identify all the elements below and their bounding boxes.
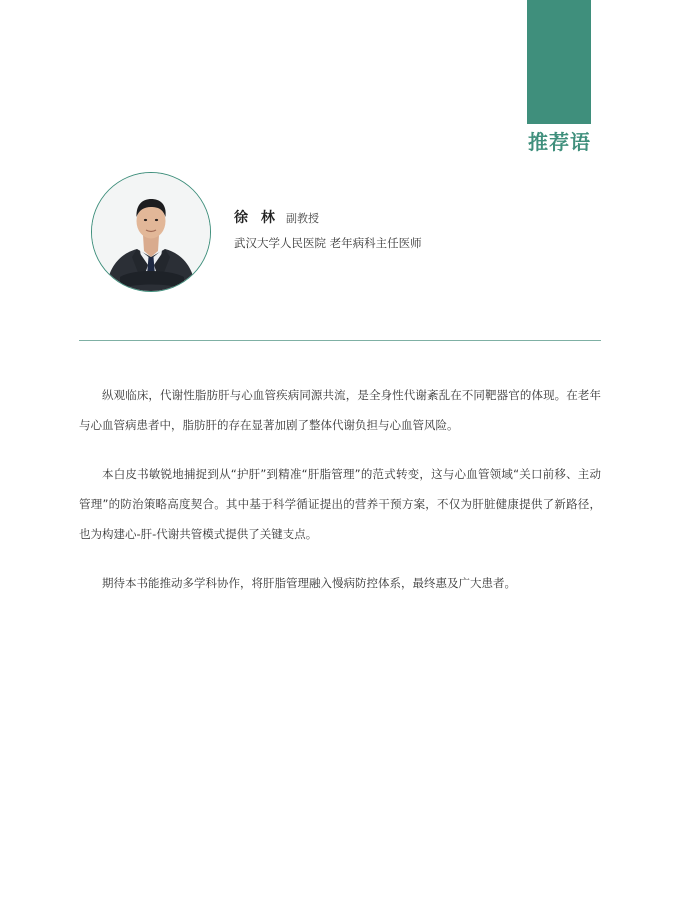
section-divider bbox=[79, 340, 601, 341]
paragraph: 本白皮书敏锐地捕捉到从“护肝”到精准“肝脂管理”的范式转变，这与心血管领域“关口前移、主动管理”的防治策略高度契合。其中基于科学循证提出的营养干预方案，不仅为肝脏健康提供了新路径，也为构建心-肝-代谢共管模式提供了关键支点。 bbox=[79, 467, 601, 541]
portrait-icon bbox=[92, 173, 210, 291]
paragraph: 纵观临床，代谢性脂肪肝与心血管疾病同源共流，是全身性代谢紊乱在不同靶器官的体现。在老年与心血管病患者中，脂肪肝的存在显著加剧了整体代谢负担与心血管风险。 bbox=[79, 388, 601, 432]
author-title: 副教授 bbox=[286, 212, 319, 225]
author-photo bbox=[91, 172, 211, 292]
header-accent-bar bbox=[527, 0, 591, 124]
author-affiliation: 武汉大学人民医院 老年病科主任医师 bbox=[234, 236, 422, 250]
section-title: 推荐语 bbox=[528, 130, 591, 154]
paragraph: 期待本书能推动多学科协作，将肝脂管理融入慢病防控体系，最终惠及广大患者。 bbox=[102, 576, 516, 590]
author-name: 徐 林 bbox=[234, 210, 279, 226]
recommendation-body bbox=[79, 380, 601, 617]
